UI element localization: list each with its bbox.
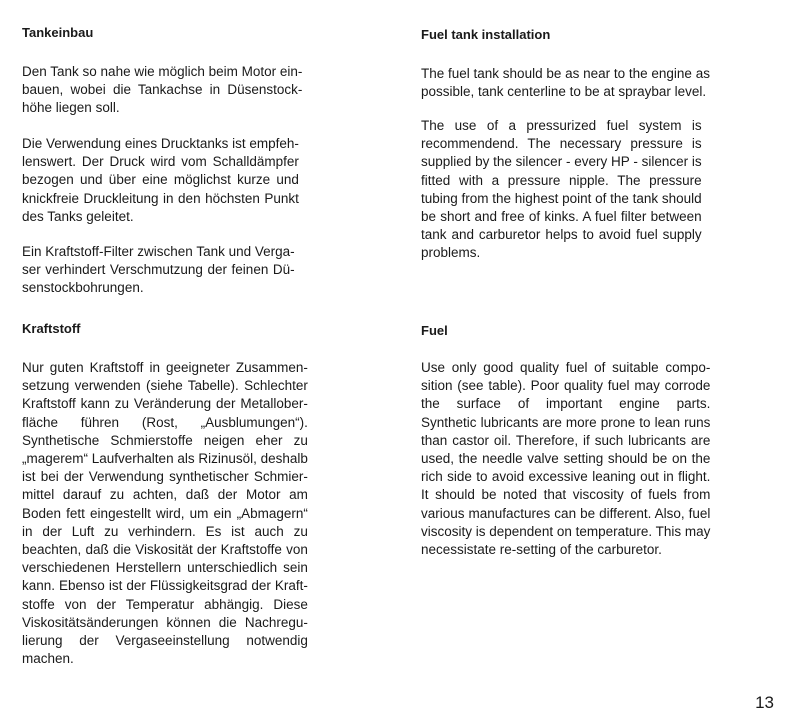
text-line: fläche führen (Rost, „Ausblumungen“).	[22, 414, 308, 430]
text-line: verschiedenen Herstellern unterschiedlich sein	[22, 560, 308, 576]
text-line: lenswert. Der Druck wird vom Schalldämpfer	[22, 154, 299, 170]
text-line: kann. Ebenso ist der Flüssigkeitsgrad der Kraft-	[22, 578, 308, 594]
heading-fuel: Fuel	[421, 323, 448, 338]
text-line: sition (see table). Poor quality fuel may corrode	[421, 378, 711, 394]
text-line: possible, tank centerline to be at spraybar level.	[421, 84, 707, 100]
text-line: Ein Kraftstoff-Filter zwischen Tank und Verga-	[22, 244, 295, 259]
text-line: Viskositätsänderungen können die Nachregu-	[22, 614, 308, 630]
text-line: höhe liegen soll.	[22, 100, 120, 116]
text-line: Synthetische Schmierstoffe neigen eher zu	[22, 432, 308, 448]
text-line: Kraftstoff kann zu Veränderung der Metallober-	[22, 396, 308, 412]
text-line: „magerem“ Laufverhalten als Rizinusöl, deshalb	[22, 451, 308, 467]
text-line: viscosity is dependent on temperature. This may	[421, 523, 711, 539]
text-line: machen.	[22, 651, 74, 667]
text-line: fitted with a pressure nipple. The pressure	[421, 172, 702, 188]
text-line: Den Tank so nahe wie möglich beim Motor ein-	[22, 64, 303, 79]
text-line: des Tanks geleitet.	[22, 208, 134, 224]
text-line: various manufactures can be different. Also, fuel	[421, 505, 711, 521]
heading-tankeinbau: Tankeinbau	[22, 25, 94, 40]
text-line: The fuel tank should be as near to the engine as	[421, 66, 710, 81]
text-line: setzung verwenden (siehe Tabelle). Schlechter	[22, 378, 308, 394]
text-line: recommendend. The necessary pressure is	[421, 136, 702, 152]
paragraph-kraftstoff	[22, 359, 308, 668]
text-line: tank and carburetor helps to avoid fuel supply	[421, 227, 702, 243]
paragraph-tankeinbau-2	[22, 135, 299, 226]
paragraph-fuel-tank-1	[421, 65, 710, 101]
text-line: necessistate re-setting of the carburetor.	[421, 542, 662, 558]
text-line: bauen, wobei die Tankachse in Düsenstock-	[22, 82, 303, 98]
text-line: Die Verwendung eines Drucktanks ist empfeh-	[22, 136, 299, 151]
text-line: bezogen und über eine möglichst kurze und	[22, 172, 299, 188]
text-line: Boden fett eingestellt wird, um ein „Abmagern“	[22, 505, 308, 521]
text-line: beachten, daß die Viskosität der Kraftstoffe von	[22, 542, 308, 558]
text-line: It should be noted that viscosity of fuels from	[421, 487, 711, 503]
text-line: Nur guten Kraftstoff in geeigneter Zusammen-	[22, 360, 308, 375]
page-number: 13	[755, 693, 774, 712]
text-line: the surface of important engine parts.	[421, 396, 711, 412]
paragraph-fuel-tank-2	[421, 117, 702, 263]
text-line: used, the needle valve setting should be on the	[421, 451, 711, 467]
text-line: tubing from the highest point of the tank should	[421, 190, 702, 206]
text-line: knickfreie Druckleitung in den höchsten Punkt	[22, 190, 299, 206]
heading-fuel-tank-installation: Fuel tank installation	[421, 27, 551, 42]
text-line: Use only good quality fuel of suitable compo-	[421, 360, 711, 375]
text-line: supplied by the silencer - every HP - silencer is	[421, 154, 702, 170]
paragraph-tankeinbau-1	[22, 63, 302, 118]
text-line: senstockbohrungen.	[22, 280, 144, 296]
text-line: ist bei der Verwendung synthetischer Schmier-	[22, 469, 308, 485]
heading-kraftstoff: Kraftstoff	[22, 321, 81, 336]
text-line: than castor oil. Therefore, if such lubricants are	[421, 432, 711, 448]
text-line: Synthetic lubricants are more prone to lean runs	[421, 414, 711, 430]
text-line: The use of a pressurized fuel system is	[421, 118, 702, 133]
text-line: be short and free of kinks. A fuel filter between	[421, 209, 702, 225]
text-line: lierung der Vergaseeinstellung notwendig	[22, 633, 308, 649]
paragraph-tankeinbau-3	[22, 243, 295, 298]
text-line: stoffe von der Temperatur abhängig. Diese	[22, 596, 308, 612]
paragraph-fuel	[421, 359, 710, 559]
text-line: problems.	[421, 245, 481, 261]
text-line: in der Luft zu verhindern. Es ist auch zu	[22, 523, 308, 539]
text-line: rich side to avoid excessive leaning out in flight.	[421, 469, 711, 485]
text-line: mittel darauf zu achten, daß der Motor am	[22, 487, 308, 503]
text-line: ser verhindert Verschmutzung der feinen Dü-	[22, 262, 295, 278]
